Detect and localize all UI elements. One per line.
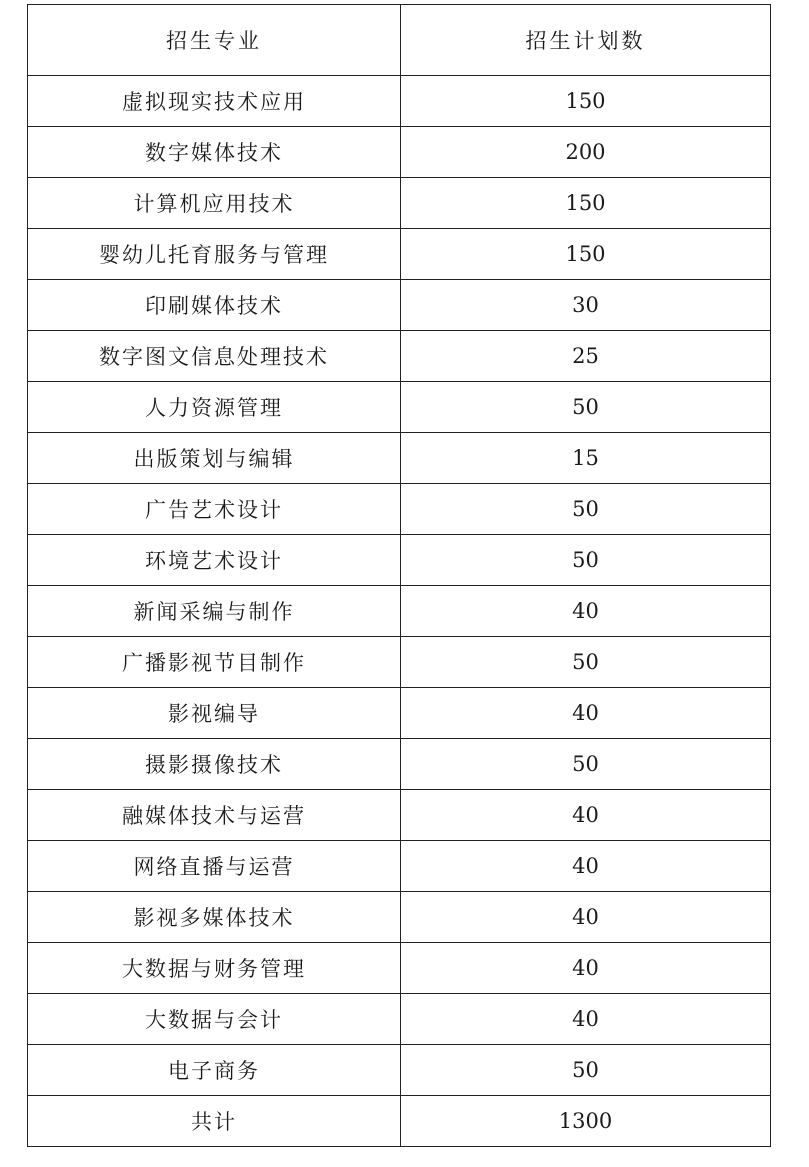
total-label: 共计 — [28, 1096, 401, 1147]
quota-cell: 50 — [401, 484, 771, 535]
major-cell: 数字媒体技术 — [28, 127, 401, 178]
header-quota: 招生计划数 — [401, 5, 771, 76]
table-row — [28, 484, 771, 535]
major-cell: 网络直播与运营 — [28, 841, 401, 892]
table-row — [28, 535, 771, 586]
quota-cell: 40 — [401, 892, 771, 943]
table-row — [28, 1045, 771, 1096]
quota-cell: 40 — [401, 586, 771, 637]
quota-cell: 50 — [401, 382, 771, 433]
enrollment-plan-table — [27, 4, 771, 1147]
table-row — [28, 178, 771, 229]
major-cell: 大数据与会计 — [28, 994, 401, 1045]
quota-cell: 40 — [401, 994, 771, 1045]
table-row — [28, 739, 771, 790]
table-row — [28, 280, 771, 331]
major-cell: 计算机应用技术 — [28, 178, 401, 229]
major-cell: 摄影摄像技术 — [28, 739, 401, 790]
major-cell: 数字图文信息处理技术 — [28, 331, 401, 382]
quota-cell: 200 — [401, 127, 771, 178]
major-cell: 出版策划与编辑 — [28, 433, 401, 484]
table-row — [28, 331, 771, 382]
table-row — [28, 127, 771, 178]
quota-cell: 50 — [401, 1045, 771, 1096]
table-row — [28, 433, 771, 484]
table-body — [28, 76, 771, 1096]
quota-cell: 40 — [401, 841, 771, 892]
table-row — [28, 586, 771, 637]
table-header-row — [28, 5, 771, 76]
major-cell: 环境艺术设计 — [28, 535, 401, 586]
table-row — [28, 382, 771, 433]
quota-cell: 150 — [401, 178, 771, 229]
major-cell: 融媒体技术与运营 — [28, 790, 401, 841]
table-row — [28, 76, 771, 127]
table-row — [28, 637, 771, 688]
major-cell: 虚拟现实技术应用 — [28, 76, 401, 127]
table-row — [28, 892, 771, 943]
quota-cell: 50 — [401, 637, 771, 688]
quota-cell: 15 — [401, 433, 771, 484]
quota-cell: 40 — [401, 688, 771, 739]
major-cell: 广告艺术设计 — [28, 484, 401, 535]
table-row — [28, 841, 771, 892]
table-row — [28, 790, 771, 841]
major-cell: 影视多媒体技术 — [28, 892, 401, 943]
quota-cell: 50 — [401, 535, 771, 586]
major-cell: 新闻采编与制作 — [28, 586, 401, 637]
table-row — [28, 943, 771, 994]
table-row — [28, 688, 771, 739]
quota-cell: 150 — [401, 76, 771, 127]
quota-cell: 25 — [401, 331, 771, 382]
quota-cell: 50 — [401, 739, 771, 790]
total-row — [28, 1096, 771, 1147]
major-cell: 电子商务 — [28, 1045, 401, 1096]
quota-cell: 150 — [401, 229, 771, 280]
table-row — [28, 229, 771, 280]
table-row — [28, 994, 771, 1045]
major-cell: 婴幼儿托育服务与管理 — [28, 229, 401, 280]
quota-cell: 30 — [401, 280, 771, 331]
major-cell: 大数据与财务管理 — [28, 943, 401, 994]
major-cell: 广播影视节目制作 — [28, 637, 401, 688]
major-cell: 影视编导 — [28, 688, 401, 739]
enrollment-plan-table-container — [27, 4, 770, 1147]
major-cell: 印刷媒体技术 — [28, 280, 401, 331]
total-value: 1300 — [401, 1096, 771, 1147]
quota-cell: 40 — [401, 790, 771, 841]
major-cell: 人力资源管理 — [28, 382, 401, 433]
header-major: 招生专业 — [28, 5, 401, 76]
quota-cell: 40 — [401, 943, 771, 994]
